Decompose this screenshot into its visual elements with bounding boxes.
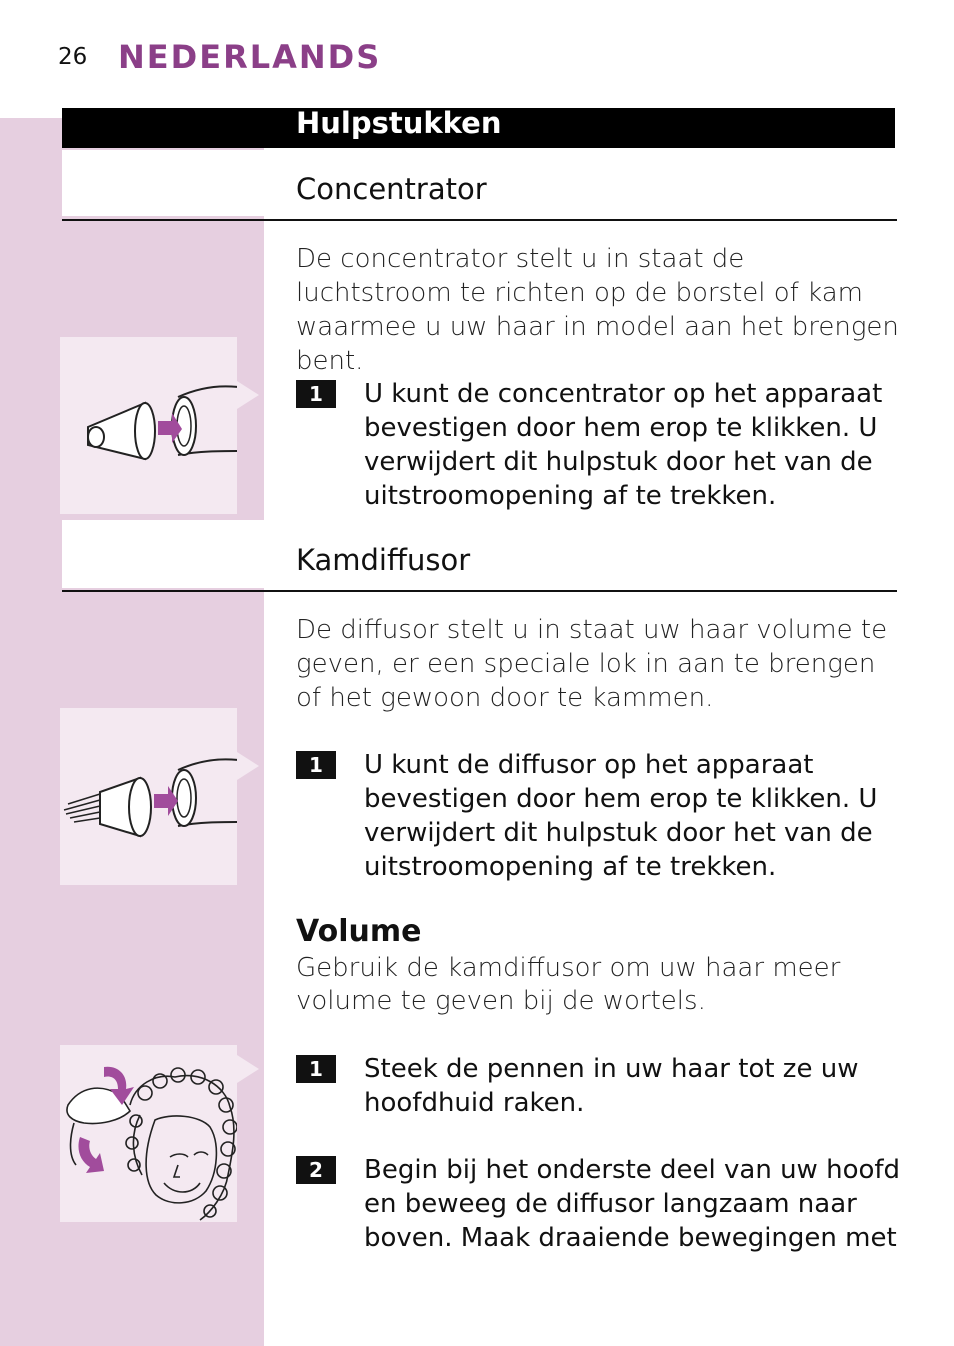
volume-step-2: Begin bij het onderste deel van uw hoofd en beweeg de diffusor langzaam naar boven. Maak draaiende bewegingen met: [364, 1155, 901, 1253]
volume-illustration: [60, 1045, 237, 1222]
section-title: Hulpstukken: [296, 106, 502, 140]
kamdiffusor-heading: Kamdiffusor: [296, 543, 471, 577]
concentrator-illustration: [60, 337, 237, 514]
hairdryer-concentrator-icon: [60, 337, 237, 514]
step-number: 1: [296, 751, 336, 779]
illustration-pointer: [237, 381, 259, 409]
woman-curly-hair-icon: [60, 1045, 237, 1222]
diffusor-illustration: [60, 708, 237, 885]
volume-intro: Gebruik de kamdiffusor om uw haar meer volume te geven bij de wortels.: [296, 953, 841, 1016]
volume-step-1: Steek de pennen in uw haar tot ze uw hoofdhuid raken.: [364, 1054, 859, 1118]
illustration-pointer: [237, 752, 259, 780]
illustration-pointer: [237, 1055, 259, 1083]
subheading-block: [62, 520, 264, 588]
concentrator-step-1: U kunt de concentrator op het apparaat bevestigen door hem erop te klikken. U verwijdert dit hulpstuk door het van de uitstroomopening af te trekken.: [364, 379, 883, 511]
kamdiffusor-intro: De diffusor stelt u in staat uw haar volume te geven, er een speciale lok in aan te brengen of het gewoon door te kammen.: [296, 615, 888, 713]
concentrator-intro: De concentrator stelt u in staat de luchtstroom te richten op de borstel of kam waarmee u uw haar in model aan het brengen bent.: [296, 244, 899, 376]
concentrator-heading: Concentrator: [296, 172, 487, 206]
subheading-block: [62, 150, 264, 216]
page-number: 26: [58, 44, 88, 70]
hairdryer-diffusor-icon: [60, 708, 237, 885]
step-number: 1: [296, 380, 336, 408]
language-heading: NEDERLANDS: [118, 38, 382, 76]
volume-heading: Volume: [296, 914, 422, 949]
kamdiffusor-step-1: U kunt de diffusor op het apparaat bevestigen door hem erop te klikken. U verwijdert dit hulpstuk door het van de uitstroomopening af te trekken.: [364, 750, 878, 882]
step-number: 1: [296, 1055, 336, 1083]
divider: [62, 590, 897, 592]
step-number: 2: [296, 1156, 336, 1184]
divider: [62, 219, 897, 221]
